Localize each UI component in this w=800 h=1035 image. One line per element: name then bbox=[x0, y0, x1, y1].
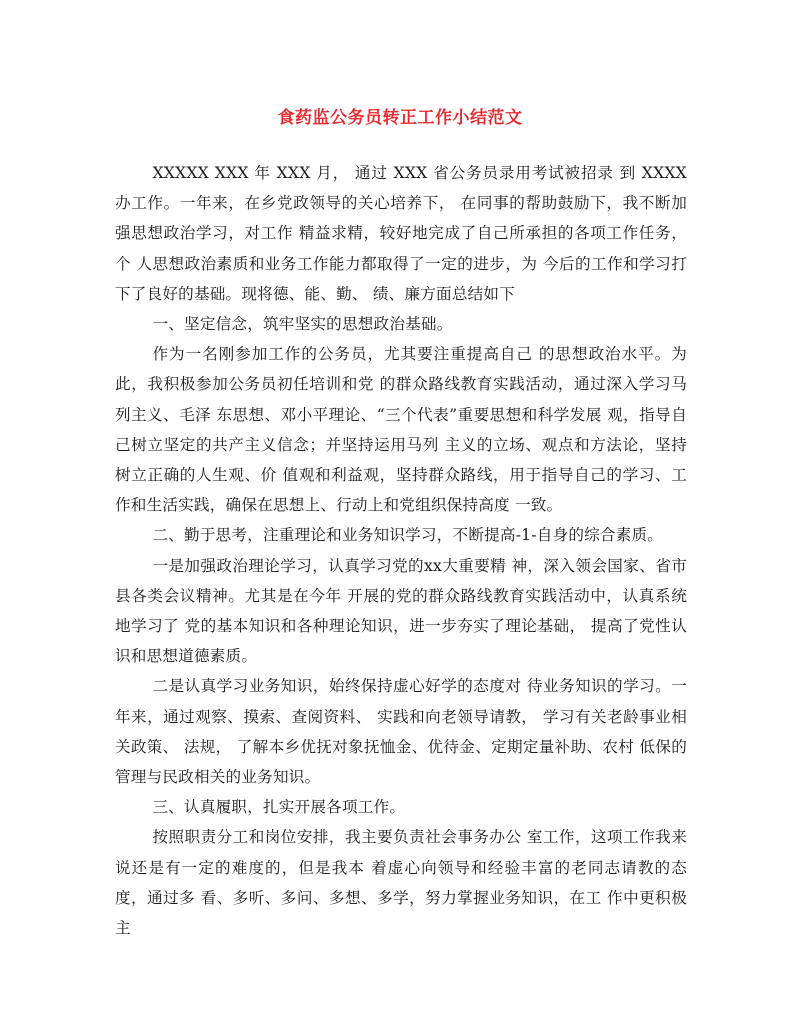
paragraph-intro: XXXXX XXX 年 XXX 月， 通过 XXX 省公务员录用考试被招录 到 XXXX 办工作。一年来，在乡党政领导的关心培养下， 在同事的帮助鼓励下，我不断加强思想政治学习，对工作 精益求精，较好地完成了自己所承担的各项工作任务，个 人思想政治素质和业务工作能力都取得了一定的进步，为 今后的工作和学习打下了良好的基础。现将德、能、勤、 绩、廉方面总结如下 bbox=[115, 164, 687, 303]
section-heading-2: 二、勤于思考，注重理论和业务知识学习，不断提高-1-自身的综合素质。 bbox=[152, 526, 664, 545]
document-title: 食药监公务员转正工作小结范文 bbox=[277, 108, 523, 128]
paragraph-section-1: 作为一名刚参加工作的公务员，尤其要注重提高自己 的思想政治水平。为此，我积极参加公务员初任培训和党 的群众路线教育实践活动，通过深入学习马列主义、毛泽 东思想、邓小平理论、“三个代表”重要思想和科学发展 观，指导自己树立坚定的共产主义信念；并坚持运用马列 主义的立场、观点和方法论，坚持树立正确的人生观、价 值观和利益观，坚持群众路线，用于指导自己的学习、工作和生活实践，确保在思想上、行动上和党组织保持高度 一致。 bbox=[115, 345, 687, 515]
paragraph-section-2a: 一是加强政治理论学习，认真学习党的xx大重要精 神，深入领会国家、省市县各类会议精神。尤其是在今年 开展的党的群众路线教育实践活动中，认真系统地学习了 党的基本知识和各种理论知识，进一步夯实了理论基础， 提高了党性认识和思想道德素质。 bbox=[115, 556, 687, 666]
section-heading-1: 一、坚定信念，筑牢坚实的思想政治基础。 bbox=[152, 315, 453, 334]
paragraph-section-2b: 二是认真学习业务知识，始终保持虚心好学的态度对 待业务知识的学习。一年来，通过观察、摸索、查阅资料、 实践和向老领导请教， 学习有关老龄事业相关政策、 法规， 了解本乡优抚对象抚恤金、优待金、定期定量补助、农村 低保的管理与民政相关的业务知识。 bbox=[115, 677, 687, 787]
section-heading-3: 三、认真履职，扎实开展各项工作。 bbox=[152, 798, 406, 817]
document-body bbox=[115, 158, 687, 943]
paragraph-section-3: 按照职责分工和岗位安排，我主要负责社会事务办公 室工作，这项工作我来说还是有一定的难度的，但是我本 着虚心向领导和经验丰富的老同志请教的态度，通过多 看、多听、多问、多想、多学，努力掌握业务知识，在工 作中更积极主 bbox=[115, 828, 687, 938]
